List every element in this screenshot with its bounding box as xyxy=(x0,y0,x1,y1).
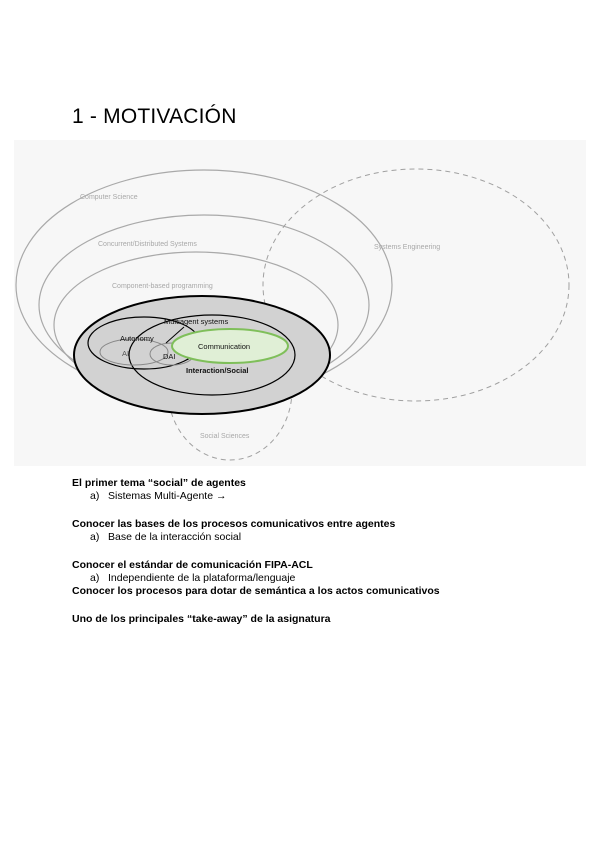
subitem-text: Sistemas Multi-Agente → xyxy=(108,490,227,502)
page-title: 1 - MOTIVACIÓN xyxy=(72,105,237,128)
label-social-sciences: Social Sciences xyxy=(200,433,250,440)
label-systems-engineering: Systems Engineering xyxy=(374,244,441,251)
note-heading: Conocer el estándar de comunicación FIPA-ACL xyxy=(72,559,313,571)
note-heading: Conocer las bases de los procesos comunicativos entre agentes xyxy=(72,518,396,530)
label-multiagent-systems: Multiagent systems xyxy=(164,317,229,326)
label-computer-science: Computer Science xyxy=(80,194,138,201)
label-dai: DAI xyxy=(163,352,176,361)
note-subitem xyxy=(72,531,572,544)
note-heading: Uno de los principales “take-away” de la asignatura xyxy=(72,613,331,625)
subitem-marker: a) xyxy=(90,531,100,543)
note-subitem xyxy=(72,572,572,585)
subitem-marker: a) xyxy=(90,490,100,502)
venn-diagram xyxy=(14,140,586,466)
note-heading: El primer tema “social” de agentes xyxy=(72,477,246,489)
label-component-programming: Component-based programming xyxy=(112,283,213,290)
label-concurrent-systems: Concurrent/Distributed Systems xyxy=(98,241,197,248)
subitem-marker: a) xyxy=(90,572,100,584)
label-interaction-social: Interaction/Social xyxy=(186,366,249,375)
subitem-text: Independiente de la plataforma/lenguaje xyxy=(108,572,296,584)
label-ai: AI xyxy=(122,349,130,358)
note-subitem xyxy=(72,490,572,503)
notes-list xyxy=(72,477,572,626)
label-communication: Communication xyxy=(198,342,251,351)
subitem-text: Base de la interacción social xyxy=(108,531,242,543)
note-heading: Conocer los procesos para dotar de semántica a los actos comunicativos xyxy=(72,585,440,597)
label-autonomy: Autonomy xyxy=(120,334,154,343)
